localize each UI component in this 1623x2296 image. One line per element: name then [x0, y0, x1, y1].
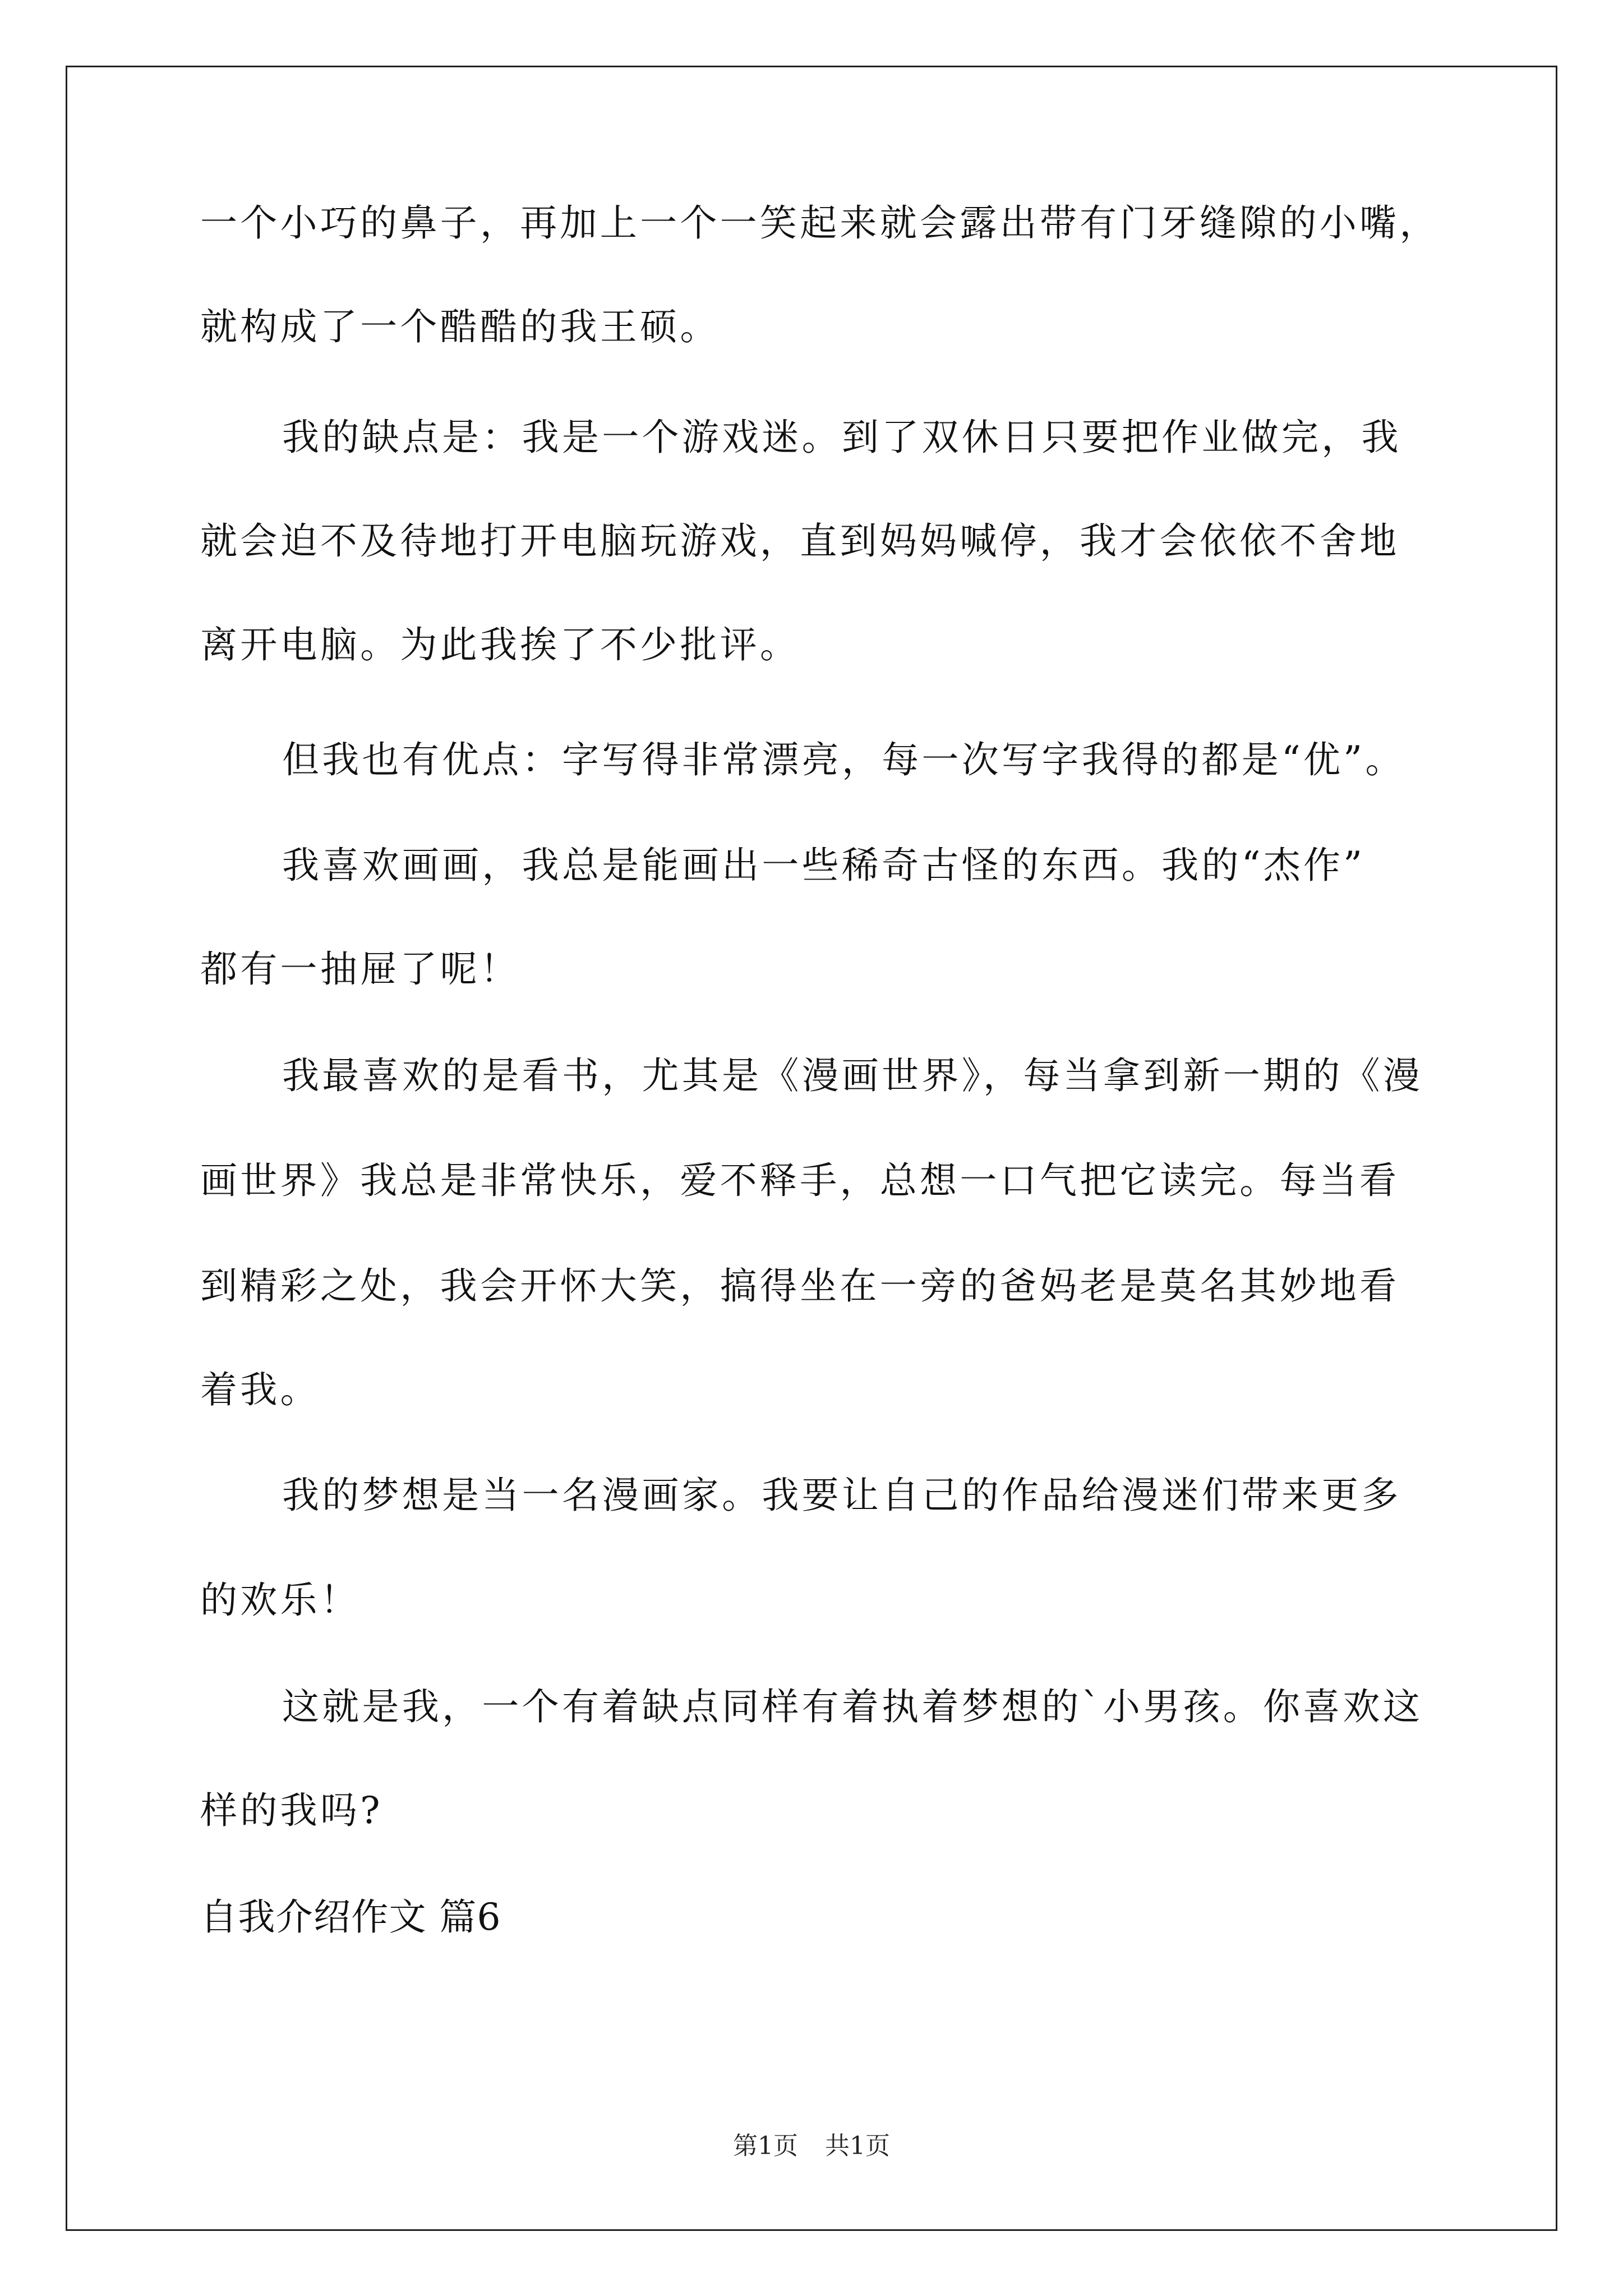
text-line: 我的梦想是当一名漫画家。我要让自己的作品给漫迷们带来更多	[282, 1474, 1401, 1517]
text-line: 画世界》我总是非常快乐，爱不释手，总想一口气把它读完。每当看	[200, 1159, 1400, 1202]
page-footer	[0, 2131, 1623, 2162]
text-line: 着我。	[200, 1368, 320, 1411]
text-line: 离开电脑。为此我挨了不少批评。	[200, 623, 800, 666]
text-line: 这就是我，一个有着缺点同样有着执着梦想的`小男孩。你喜欢这	[282, 1685, 1423, 1728]
page-number: 第1页	[733, 2132, 798, 2160]
text-line: 都有一抽屉了呢！	[200, 947, 520, 991]
text-line: 我喜欢画画，我总是能画出一些稀奇古怪的东西。我的“杰作”	[282, 844, 1366, 887]
text-line: 但我也有优点：字写得非常漂亮，每一次写字我得的都是“优”。	[282, 738, 1405, 781]
text-line: 一个小巧的鼻子，再加上一个一笑起来就会露出带有门牙缝隙的小嘴，	[200, 201, 1440, 245]
text-line: 到精彩之处，我会开怀大笑，搞得坐在一旁的爸妈老是莫名其妙地看	[200, 1264, 1400, 1308]
text-line: 我最喜欢的是看书，尤其是《漫画世界》，每当拿到新一期的《漫	[282, 1054, 1423, 1097]
page-total: 共1页	[825, 2132, 890, 2160]
section-heading: 自我介绍作文 篇6	[200, 1895, 501, 1939]
text-line: 我的缺点是：我是一个游戏迷。到了双休日只要把作业做完，我	[282, 416, 1401, 459]
text-line: 就会迫不及待地打开电脑玩游戏，直到妈妈喊停，我才会依依不舍地	[200, 519, 1400, 563]
text-line: 的欢乐！	[200, 1579, 361, 1622]
text-line: 就构成了一个酷酷的我王硕。	[200, 305, 720, 348]
text-line: 样的我吗?	[200, 1789, 383, 1832]
